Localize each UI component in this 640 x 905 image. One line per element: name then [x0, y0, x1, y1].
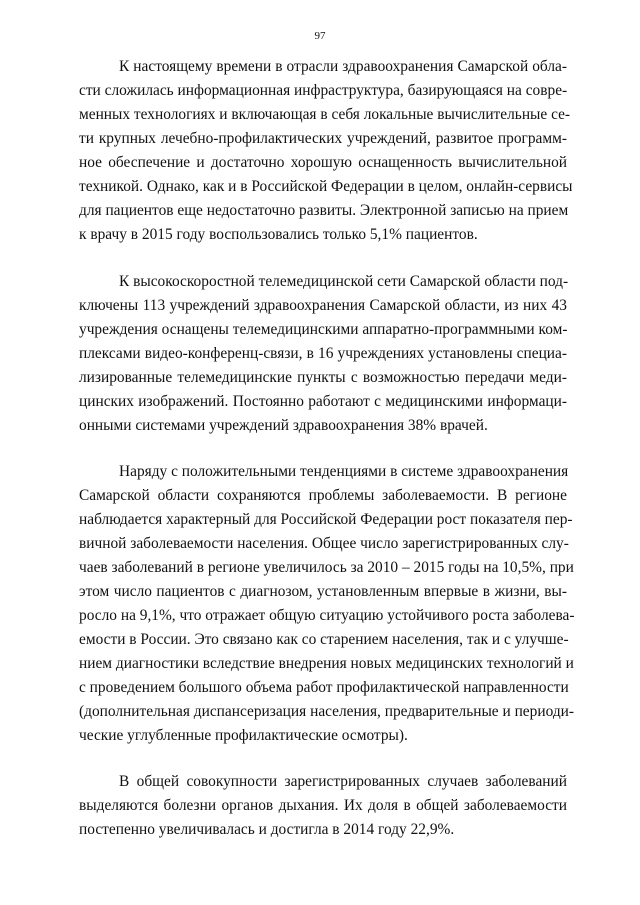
paragraph-line: для пациентов еще недостаточно развиты. Электронной записью на прием [79, 202, 569, 219]
page-number: 97 [314, 30, 326, 42]
paragraph-line: нием диагностики вследствие внедрения новых медицинских технологий и [79, 655, 574, 672]
paragraph-line: выделяются болезни органов дыхания. Их доля в общей заболеваемости [79, 797, 567, 814]
paragraph-line: Самарской области сохраняются проблемы заболеваемости. В регионе [79, 487, 567, 504]
paragraph-line: наблюдается характерный для Российской Федерации рост показателя пер- [79, 511, 573, 528]
paragraph-line: В общей совокупности зарегистрированных случаев заболеваний [119, 773, 567, 790]
paragraph-line: емости в России. Это связано как со старением населения, так и с улучше- [79, 631, 569, 648]
paragraph-line: (дополнительная диспансеризация населения, предварительные и периоди- [79, 703, 575, 720]
paragraph-line: К настоящему времени в отрасли здравоохранения Самарской обла- [119, 58, 567, 75]
paragraph-line: онными системами учреждений здравоохранения 38% врачей. [79, 417, 488, 434]
paragraph-line: этом число пациентов с диагнозом, установленным впервые в жизни, вы- [79, 583, 567, 600]
paragraph-line: к врачу в 2015 году воспользовались только 5,1% пациентов. [79, 226, 478, 243]
paragraph-line: Наряду с положительными тенденциями в системе здравоохранения [119, 463, 569, 480]
paragraph-line: учреждения оснащены телемедицинскими аппаратно-программными ком- [79, 321, 568, 338]
paragraph-line: ное обеспечение и достаточно хорошую оснащенность вычислительной [79, 154, 567, 171]
paragraph-line: лизированные телемедицинские пункты с возможностью передачи меди- [79, 369, 567, 386]
paragraph-line: цинских изображений. Постоянно работают с медицинскими информаци- [79, 393, 567, 410]
paragraph-line: ческие углубленные профилактические осмотры). [79, 727, 408, 744]
paragraph-line: ти крупных лечебно-профилактических учреждений, развитое программ- [79, 130, 567, 147]
paragraph-line: постепенно увеличивалась и достигла в 2014 году 22,9%. [79, 821, 455, 838]
paragraph-line: менных технологиях и включающая в себя локальные вычислительные се- [79, 106, 571, 123]
paragraph-line: с проведением большого объема работ профилактической направленности [79, 679, 569, 696]
paragraph-line: К высокоскоростной телемедицинской сети Самарской области под- [119, 273, 569, 290]
paragraph-line: плексами видео-конференц-связи, в 16 учреждениях установлены специа- [79, 345, 567, 362]
paragraph-line: росло на 9,1%, что отражает общую ситуацию устойчивого роста заболева- [79, 607, 575, 624]
paragraph-line: вичной заболеваемости населения. Общее число зарегистрированных слу- [79, 535, 569, 552]
paragraph-line: ключены 113 учреждений здравоохранения Самарской области, из них 43 [79, 297, 567, 314]
paragraph-line: сти сложилась информационная инфраструктура, базирующаяся на совре- [79, 82, 568, 99]
paragraph-line: чаев заболеваний в регионе увеличилось за 2010 – 2015 годы на 10,5%, при [79, 559, 574, 576]
paragraph-line: техникой. Однако, как и в Российской Федерации в целом, онлайн-сервисы [79, 178, 573, 195]
